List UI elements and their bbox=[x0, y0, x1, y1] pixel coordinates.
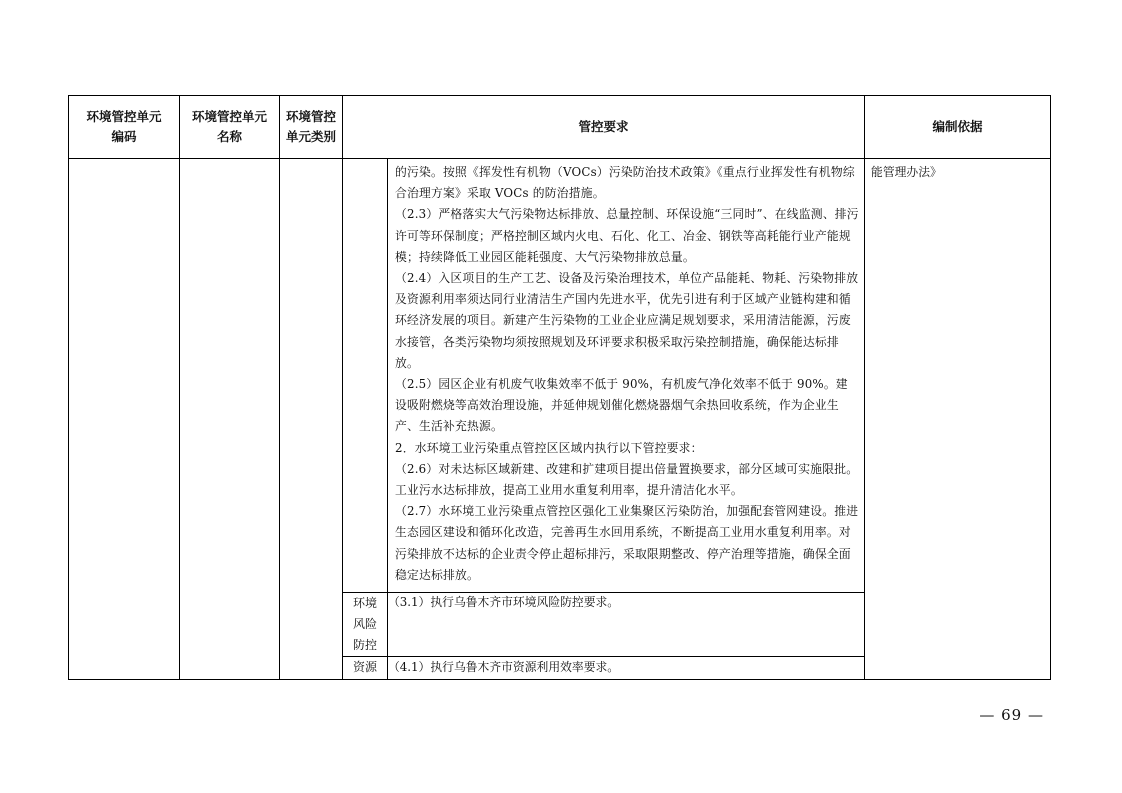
unit-code-cell bbox=[69, 159, 180, 680]
requirement-paragraph: （2.6）对未达标区域新建、改建和扩建项目提出倍量置换要求，部分区域可实施限批。工业污水达标排放，提高工业用水重复利用率，提升清洁化水平。 bbox=[395, 461, 859, 498]
requirement-paragraph: （2.3）严格落实大气污染物达标排放、总量控制、环保设施“三同时”、在线监测、排污许可等环保制度；严格控制区域内火电、石化、化工、冶金、钢铁等高耗能行业产能规模；持续降低工业园区能耗强度、大气污染物排放总量。 bbox=[395, 207, 859, 264]
requirement-paragraph: （2.7）水环境工业污染重点管控区强化工业集聚区污染防治，加强配套管网建设。推进生态园区建设和循环化改造，完善再生水回用系统，不断提高工业用水重复利用率。对污染排放不达标的企业责令停止超标排污，采取限期整改、停产治理等措施，确保全面稳定达标排放。 bbox=[395, 504, 859, 582]
header-unit-name: 环境管控单元名称 bbox=[180, 96, 280, 159]
unit-name-cell bbox=[180, 159, 280, 680]
requirement-paragraph: 2．水环境工业污染重点管控区区域内执行以下管控要求： bbox=[395, 440, 703, 455]
requirement-paragraph: （2.4）入区项目的生产工艺、设备及污染治理技术，单位产品能耗、物耗、污染物排放及资源利用率须达同行业清洁生产国内先进水平，优先引进有利于区域产业链构建和循环经济发展的项目。新建产生污染物的工业企业应满足规划要求，采用清洁能源，污废水接管，各类污染物均须按照规划及环评要求积极采取污染控制措施，确保能达标排放。 bbox=[395, 271, 859, 370]
header-basis: 编制依据 bbox=[865, 96, 1051, 159]
risk-category-label: 环境风险防控 bbox=[352, 596, 377, 652]
subcategory-cell bbox=[343, 159, 388, 593]
risk-category bbox=[343, 593, 388, 657]
basis-text: 能管理办法》 bbox=[871, 165, 942, 179]
risk-requirement: （3.1）执行乌鲁木齐市环境风险防控要求。 bbox=[388, 593, 865, 657]
requirement-paragraph: 的污染。按照《挥发性有机物（VOCs）污染防治技术政策》《重点行业挥发性有机物综合治理方案》采取 VOCs 的防治措施。 bbox=[395, 165, 855, 201]
requirements-text bbox=[388, 159, 864, 586]
main-content-row bbox=[69, 159, 1051, 593]
header-row bbox=[69, 96, 1051, 159]
header-unit-code: 环境管控单元编码 bbox=[69, 96, 180, 159]
resource-category: 资源 bbox=[343, 657, 388, 680]
resource-requirement: （4.1）执行乌鲁木齐市资源利用效率要求。 bbox=[388, 657, 865, 680]
header-requirements: 管控要求 bbox=[343, 96, 865, 159]
requirement-paragraph: （2.5）园区企业有机废气收集效率不低于 90%，有机废气净化效率不低于 90%。建设吸附燃烧等高效治理设施，并延伸规划催化燃烧器烟气余热回收系统，作为企业生产、生活补充热源。 bbox=[395, 377, 848, 434]
requirements-cell bbox=[388, 159, 865, 593]
basis-cell bbox=[865, 159, 1051, 680]
header-unit-category: 环境管控单元类别 bbox=[280, 96, 343, 159]
control-requirements-table bbox=[68, 95, 1051, 680]
unit-category-cell bbox=[280, 159, 343, 680]
page-number: — 69 — bbox=[979, 706, 1044, 724]
